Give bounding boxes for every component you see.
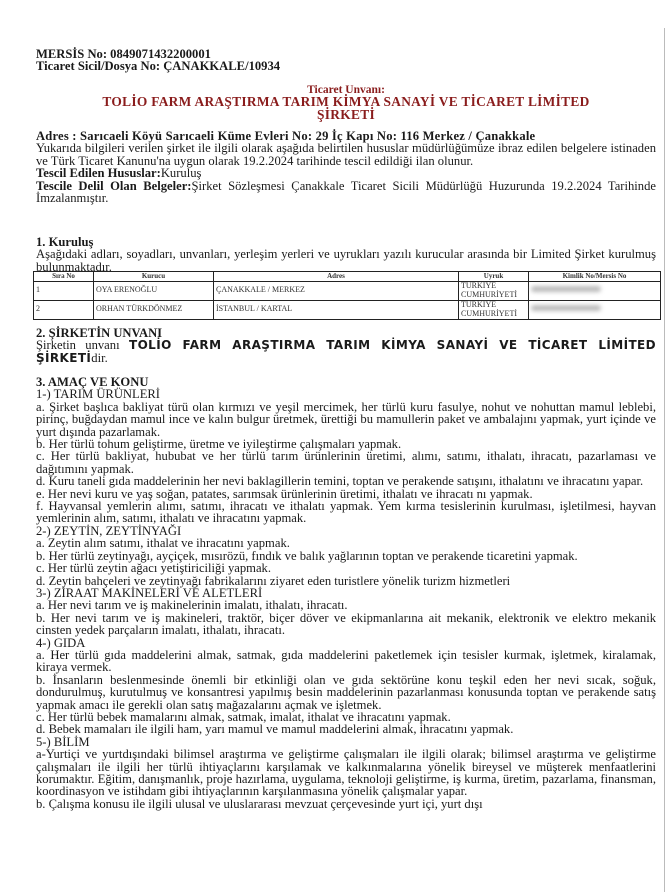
cell-no: 2 [34,300,94,319]
column-header: Kurucu [94,272,214,282]
name-prefix: Şirketin unvanı [36,338,129,353]
column-header: Adres [214,272,459,282]
registered-matters-value: Kuruluş [160,166,202,181]
subsection-heading: 1-) TARIM ÜRÜNLERİ [36,387,160,402]
subsection-heading: 4-) GIDA [36,635,86,650]
cell-nationality: TÜRKİYE CUMHURİYETİ [459,300,529,319]
section-heading: 3. AMAÇ VE KONU [36,375,149,389]
subsection-heading: 5-) BİLİM [36,734,90,749]
purpose-item: a-Yurtiçi ve yurtdışındaki bilimsel araştırma ve geliştirme çalışmaları ile ilgili olarak; bilimsel araştırma ve geliştirme çalışmaları ile ilgili her türlü ihtiyaçlarını karşılamak ve kalkınmalarına yönelik bireysel ve müşterek menfaatlerini korumaktır. Eğitim, danışmanlık, proje hazırlama, uygulama, teknoloji geliştirme, iş kurma, üretim, pazarlama, finansman, koordinasyon ve istihdam gibi ihtiyaçlarının karşılanmasına yönelik çalışmalar yapar. [36,747,656,799]
column-header: Sıra No [34,272,94,282]
cell-address: İSTANBUL / KARTAL [214,300,459,319]
intro-block [36,130,656,204]
redaction-blur [531,286,601,292]
company-address: Adres : Sarıcaeli Köyü Sarıcaeli Küme Evleri No: 29 İç Kapı No: 116 Merkez / Çanakkale [36,129,536,143]
purpose-item: a. Zeytin alım satımı, ithalat ve ihracatını yapmak. [36,536,290,551]
subsection-heading: 3-) ZİRAAT MAKİNELERİ VE ALETLERİ [36,585,263,600]
registry-header [36,48,656,73]
purpose-item: e. Her nevi kuru ve yaş soğan, patates, sarımsak ürünlerinin üretimi, ithalatı ve ihracatı nı yapmak. [36,486,533,501]
purpose-item: b. Çalışma konusu ile ilgili ulusal ve uluslararası mevzuat çerçevesinde yurt içi, yurt dışı [36,796,483,811]
cell-address: ÇANAKKALE / MERKEZ [214,281,459,300]
purpose-item: c. Her türlü bebek mamalarını almak, satmak, imalat, ithalat ve ihracatını yapmak. [36,709,451,724]
purpose-item: d. Bebek mamaları ile ilgili ham, yarı mamul ve mamul maddelerini almak, ihracatını yapmak. [36,722,514,737]
registered-matters-label: Tescil Edilen Hususlar: [36,166,161,181]
table-row [34,300,661,319]
cell-nationality: TÜRKİYE CUMHURİYETİ [459,281,529,300]
founders-table [33,271,661,320]
table-header-row [34,272,661,282]
purpose-item: a. Her nevi tarım ve iş makinelerinin imalatı, ithalatı, ihracatı. [36,598,348,613]
evidence-documents-label: Tescile Delil Olan Belgeler: [36,178,192,193]
table-row [34,281,661,300]
section-heading: 2. ŞİRKETİN UNVANI [36,326,163,340]
purpose-item: c. Her türlü bakliyat, hububat ve her türlü tarım ürünlerinin üretimi, alımı, satımı, ithalatı, ihracatı, pazarlaması ve dağıtımını yapmak. [36,449,656,476]
column-header: Uyruk [459,272,529,282]
section-founding [36,236,656,273]
purpose-item: b. Her türlü tohum geliştirme, üretme ve iyileştirme çalışmaları yapmak. [36,437,402,452]
purpose-item: c. Her türlü zeytin ağacı yetiştiriciliği yapmak. [36,561,272,576]
cell-id-redacted [529,300,661,319]
column-header: Kimlik No/Mersis No [529,272,661,282]
page-edge [664,28,665,892]
name-suffix: dir. [91,350,108,365]
section-text: Aşağıdaki adları, soyadları, unvanları, yerleşim yerleri ve uyrukları yazılı kurucular arasında bir Limited Şirket kurulmuş bulunmaktadır. [36,247,656,274]
purpose-item: f. Hayvansal yemlerin alımı, satımı, ihracatı ve ithalatı yapmak. Yem kırma tesislerinin kurulması, işletilmesi, hayvan yemlerinin alım, satımı, ithalatı ve ihracatını yapmak. [36,499,656,526]
cell-no: 1 [34,281,94,300]
purpose-item: d. Kuru taneli gıda maddelerinin her nevi baklagillerin temini, toptan ve perakende satışını, ithalatını ve ihracatını yapar. [36,474,644,489]
section-purpose [36,376,656,810]
trade-name-block [36,84,656,122]
cell-id-redacted [529,281,661,300]
subsection-heading: 2-) ZEYTİN, ZEYTİNYAĞI [36,523,182,538]
registration-notice: Yukarıda bilgileri verilen şirket ile ilgili olarak aşağıda belirtilen hususlar müdürlüğümüze ibraz edilen belgelere istinaden ve Türk Ticaret Kanunu'na uygun olarak 19.2.2024 tarihinde tescil edildiği ilan olunur. [36,141,656,168]
company-name: TOLİO FARM ARAŞTIRMA TARIM KİMYA SANAYİ VE TİCARET LİMİTED ŞİRKETİ [36,338,656,365]
cell-founder: OYA ERENOĞLU [94,281,214,300]
registry-file-number: Ticaret Sicil/Dosya No: ÇANAKKALE/10934 [36,59,281,74]
redaction-blur [531,305,601,311]
section-company-name [36,327,656,364]
purpose-item: a. Şirket başlıca bakliyat türü olan kırmızı ve yeşil mercimek, her türlü kuru fasulye, nohut ve nohuttan mamul leblebi, pirinç, buğdaydan mamul ince ve kalın bulgur üretmek, ürettiği bu mamullerin paket ve ambalajını yapmak, yurt içinde ve yurt dışında pazarlamak. [36,399,656,439]
purpose-item: b. Her türlü zeytinyağı, ayçiçek, mısırözü, fındık ve balık yağlarının toptan ve perakende ticaretini yapmak. [36,548,578,563]
evidence-documents-value: Şirket Sözleşmesi Çanakkale Ticaret Sicili Müdürlüğü Huzurunda 19.2.2024 Tarihinde İmzalanmıştır. [36,178,656,206]
trade-name-label: Ticaret Unvanı: [307,84,385,96]
purpose-item: b. Her nevi tarım ve iş makineleri, traktör, biçer döver ve ekipmanlarına ait mekanik, elektronik ve elektro mekanik cinsten yedek parçaların imalatı, ithalatı, ihracatı. [36,610,656,638]
cell-founder: ORHAN TÜRKDÖNMEZ [94,300,214,319]
section-heading: 1. Kuruluş [36,235,94,249]
mersis-number: MERSİS No: 0849071432200001 [36,47,211,61]
trade-name-line1: TOLİO FARM ARAŞTIRMA TARIM KİMYA SANAYİ VE TİCARET LİMİTED [102,94,590,110]
purpose-item: b. İnsanların beslenmesinde önemli bir etkinliği olan ve gıda sektörüne konu teşkil eden her nevi sıcak, soğuk, dondurulmuş, kurutulmuş ve konsantresi yapılmış besin maddelerinin pazarlanması konusunda toptan ve perakende satış yapmak amacı ile gerekli olan satış mağazalarını açmak ve işletmek. [36,672,656,712]
purpose-item: a. Her türlü gıda maddelerini almak, satmak, gıda maddelerini paketlemek için tesisler kurmak, işletmek, kiralamak, kiraya vermek. [36,647,656,675]
trade-name-line2: ŞİRKETİ [317,107,375,123]
purpose-item: d. Zeytin bahçeleri ve zeytinyağı fabrikalarını ziyaret eden turistlere yönelik turizm hizmetleri [36,573,511,588]
